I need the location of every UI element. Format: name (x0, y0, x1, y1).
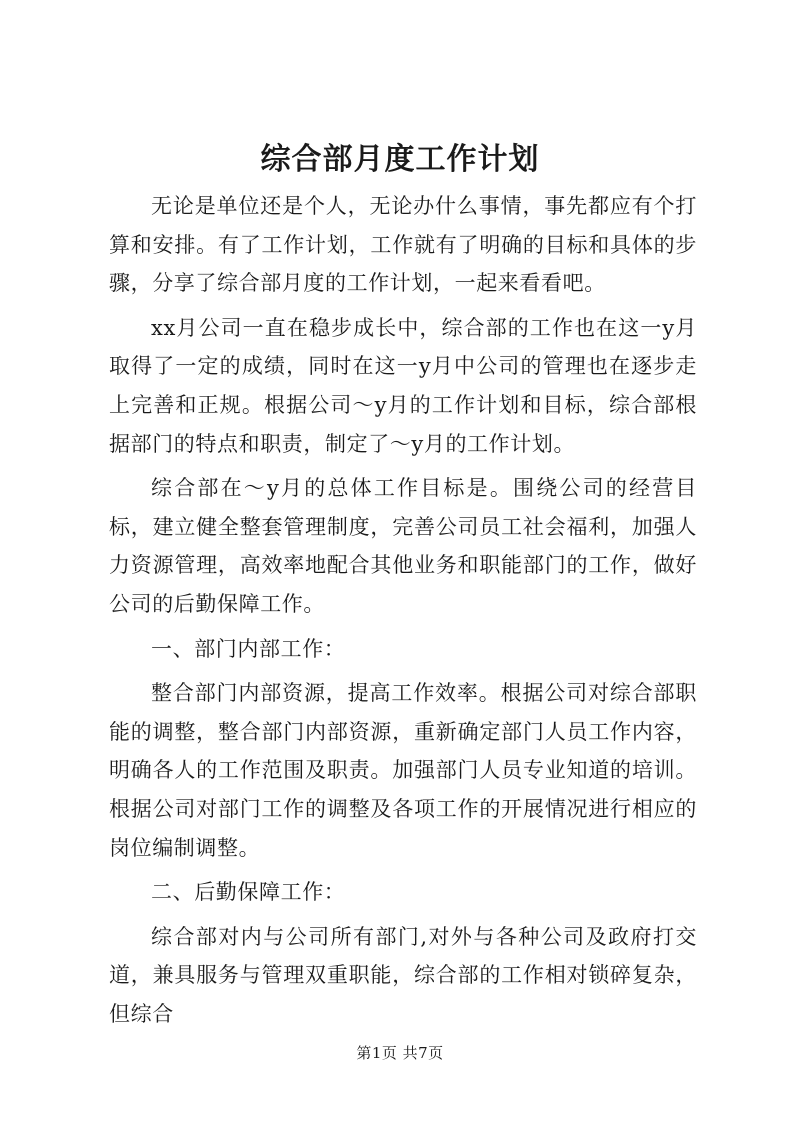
section-heading-internal-work: 一、部门内部工作： (151, 636, 346, 661)
section-heading-logistics: 二、后勤保障工作： (151, 880, 346, 905)
page-number-footer: 第1页 共7页 (356, 1044, 444, 1062)
paragraph-background: xx月公司一直在稳步成长中，综合部的工作也在这一y月取得了一定的成绩，同时在这一y月中公司的管理也在逐步走上完善和正规。根据公司～y月的工作计划和目标，综合部根据部门的特点和职责，制定了～y月的工作计划。 (109, 315, 697, 456)
paragraph-intro: 无论是单位还是个人，无论办什么事情，事先都应有个打算和安排。有了工作计划，工作就有了明确的目标和具体的步骤，分享了综合部月度的工作计划，一起来看看吧。 (109, 194, 697, 296)
paragraph-logistics: 综合部对内与公司所有部门,对外与各种公司及政府打交道，兼具服务与管理双重职能，综合部的工作相对锁碎复杂，但综合 (109, 924, 697, 1026)
document-title: 综合部月度工作计划 (260, 142, 540, 177)
paragraph-overall-goal: 综合部在～y月的总体工作目标是。围绕公司的经营目标，建立健全整套管理制度，完善公司员工社会福利，加强人力资源管理，高效率地配合其他业务和职能部门的工作，做好公司的后勤保障工作。 (109, 476, 697, 616)
document-body (109, 187, 697, 1033)
paragraph-internal-work: 整合部门内部资源，提高工作效率。根据公司对综合部职能的调整，整合部门内部资源，重新确定部门人员工作内容，明确各人的工作范围及职责。加强部门人员专业知道的培训。根据公司对部门工作的调整及各项工作的开展情况进行相应的岗位编制调整。 (109, 681, 697, 860)
